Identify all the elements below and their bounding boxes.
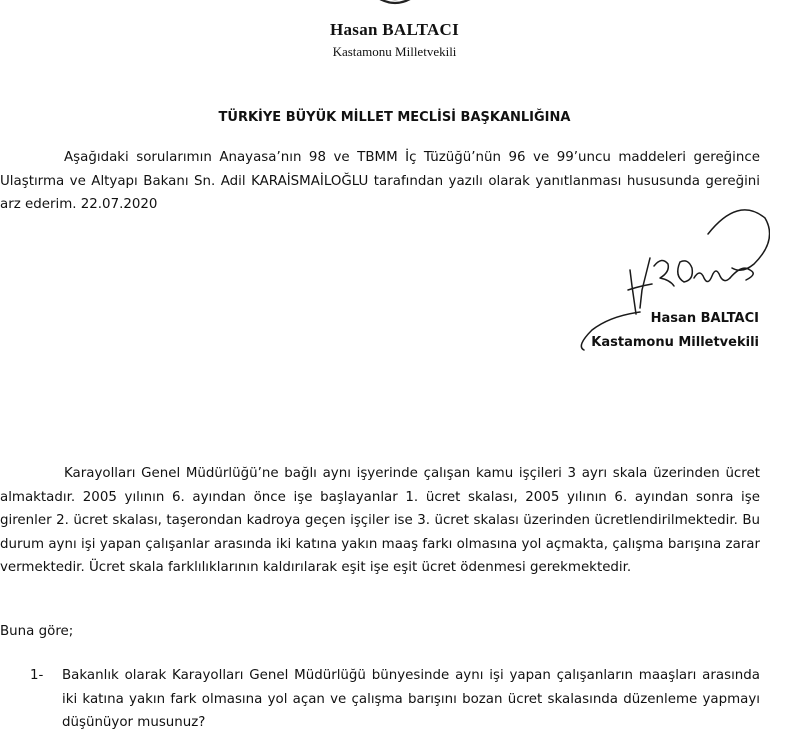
intro-paragraph: Aşağıdaki sorularımın Anayasa’nın 98 ve TBMM İç Tüzüğü’nün 96 ve 99’uncu maddeleri gereğince Ulaştırma ve Altyapı Bakanı Sn. Adil KARAİSMAİLOĞLU tarafından yazılı olarak yanıtlanması hususunda gereğini arz ederim. 22.07.2020 xyxy=(0,150,760,212)
signature-role: Kastamonu Milletvekili xyxy=(591,335,759,350)
body-paragraph: Karayolları Genel Müdürlüğü’ne bağlı aynı işyerinde çalışan kamu işçileri 3 ayrı skala üzerinden ücret almaktadır. 2005 yılının 6. ayından önce işe başlayanlar 1. ücret skalası, 2005 yılının 6. ayından sonra işe girenler 2. ücret skalası, taşerondan kadroya geçen işçiler ise 3. ücret skalası üzerinden ücretlendirilmektedir. Bu durum aynı işi yapan çalışanlar arasında iki katına yakın maaş farkı olmasına yol açmakta, çalışma barışına zarar vermektedir. Ücret skala farklılıklarının kaldırılarak eşit işe eşit ücret ödenmesi gerekmektedir. xyxy=(0,466,760,575)
lead-in-text: Buna göre; xyxy=(0,624,74,639)
addressee-heading: TÜRKİYE BÜYÜK MİLLET MECLİSİ BAŞKANLIĞINA xyxy=(218,110,571,125)
header-role: Kastamonu Milletvekili xyxy=(332,44,457,59)
signature-name: Hasan BALTACI xyxy=(650,311,759,326)
parliament-emblem-icon xyxy=(360,0,430,6)
header-name: Hasan BALTACI xyxy=(329,20,460,39)
question-text: Bakanlık olarak Karayolları Genel Müdürlüğü bünyesinde aynı işi yapan çalışanların maaşları arasında iki katına yakın fark olmasına yol açan ve çalışma barışını bozan ücret skalasında düzenleme yapmayı düşünüyor musunuz? xyxy=(62,668,760,730)
list-item xyxy=(30,664,760,735)
question-number: 1- xyxy=(30,668,44,683)
handwritten-signature-icon xyxy=(570,198,770,358)
question-list xyxy=(30,664,760,735)
